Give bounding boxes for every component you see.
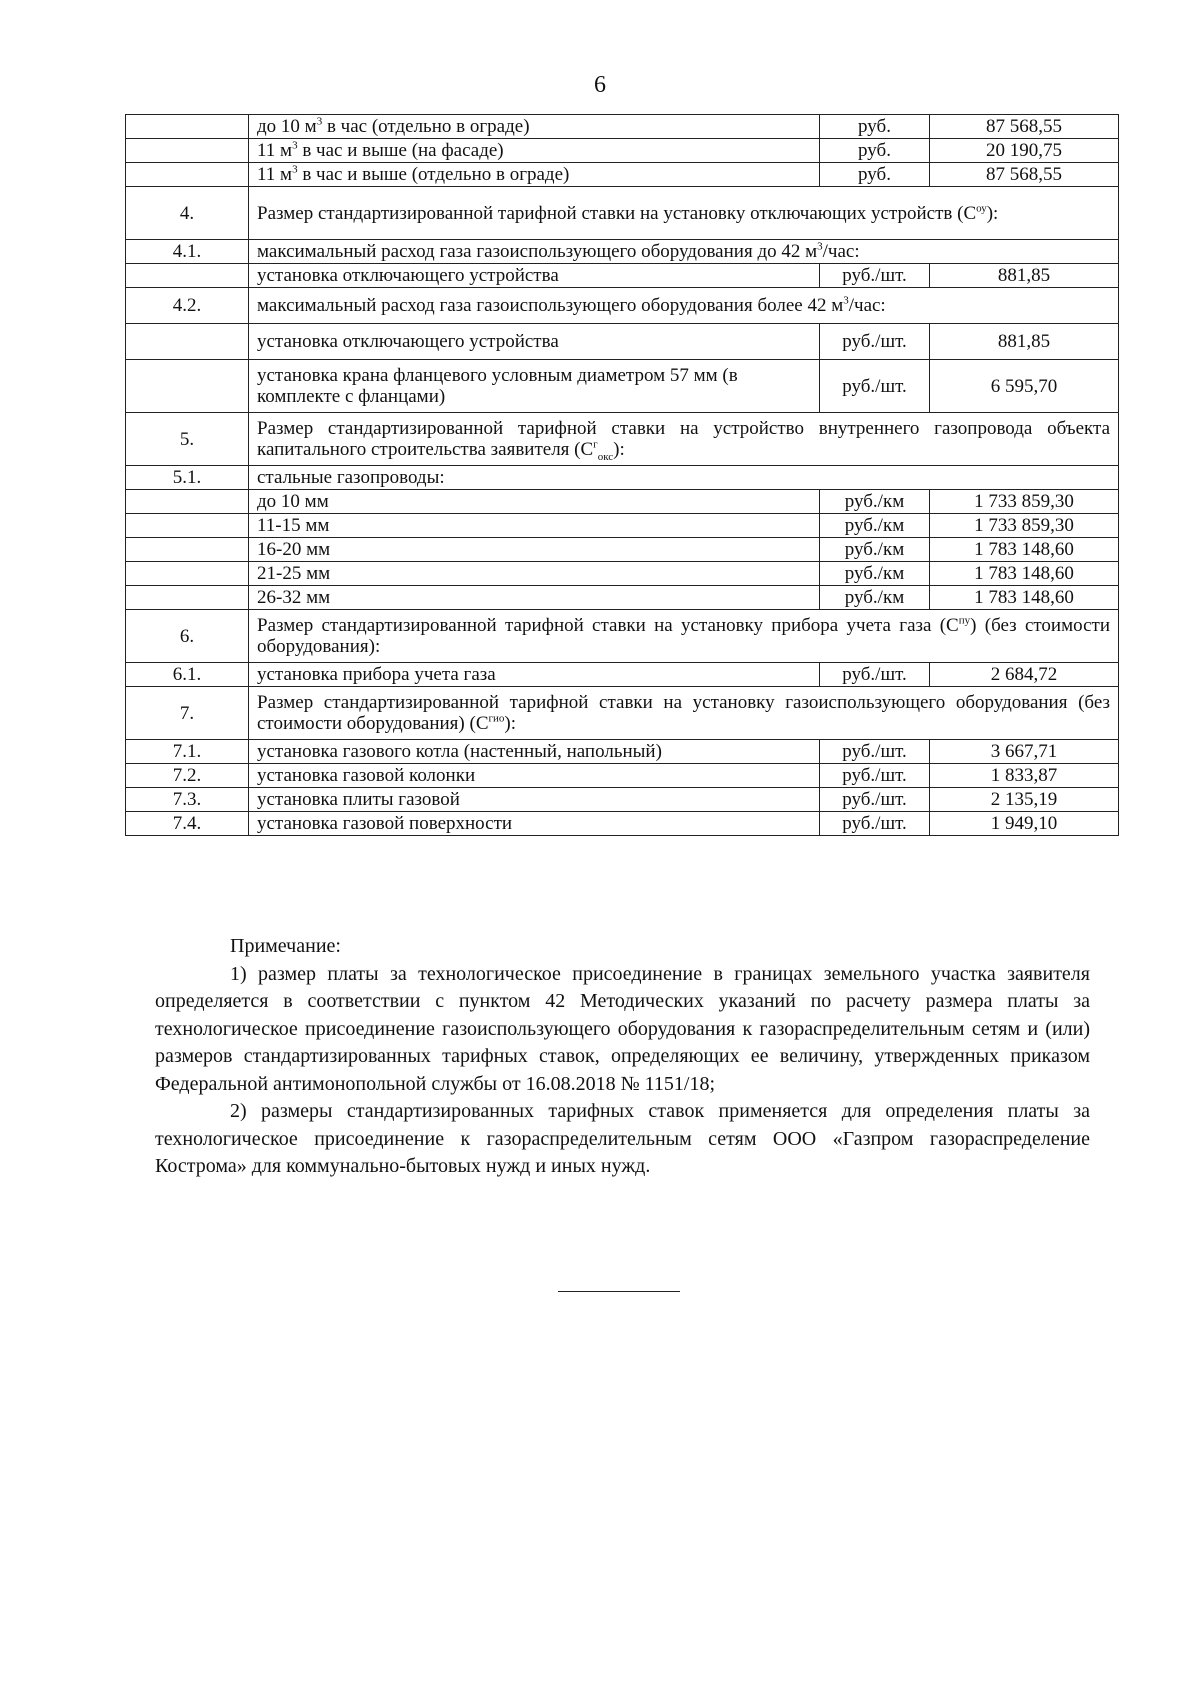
table-row — [126, 562, 1119, 586]
row-value: 881,85 — [930, 264, 1119, 288]
section-title: Размер стандартизированной тарифной ставки на установку газоиспользующего оборудования (без стоимости оборудования) $(С^{гио})$: — [249, 687, 1119, 740]
table-row — [126, 264, 1119, 288]
row-description: установка газового котла (настенный, напольный) — [249, 740, 820, 764]
section-title: максимальный расход газа газоиспользующего оборудования более 42 $м^3$/час: — [249, 288, 1119, 324]
row-description: установка плиты газовой — [249, 788, 820, 812]
section-number: 4.1. — [126, 240, 249, 264]
row-description: 21-25 мм — [249, 562, 820, 586]
section-title: Размер стандартизированной тарифной ставки на установку отключающих устройств $(С^{оу})$: — [249, 187, 1119, 240]
row-number — [126, 139, 249, 163]
row-number — [126, 115, 249, 139]
row-unit: руб./шт. — [820, 812, 930, 836]
closing-divider — [558, 1291, 680, 1292]
row-description: установка газовой поверхности — [249, 812, 820, 836]
section-number: 4. — [126, 187, 249, 240]
row-value: 1 783 148,60 — [930, 562, 1119, 586]
section-row-5 — [126, 413, 1119, 466]
row-number — [126, 490, 249, 514]
row-value: 1 949,10 — [930, 812, 1119, 836]
row-unit: руб. — [820, 139, 930, 163]
section-title: стальные газопроводы: — [249, 466, 1119, 490]
table-row — [126, 514, 1119, 538]
tariff-table — [125, 114, 1119, 836]
row-number: 6.1. — [126, 663, 249, 687]
note-section — [155, 933, 1090, 1181]
table-row — [126, 812, 1119, 836]
row-description: 16-20 мм — [249, 538, 820, 562]
section-row-7 — [126, 687, 1119, 740]
row-description: установка газовой колонки — [249, 764, 820, 788]
table-row — [126, 788, 1119, 812]
section-number: 6. — [126, 610, 249, 663]
row-value: 1 783 148,60 — [930, 538, 1119, 562]
row-unit: руб./шт. — [820, 740, 930, 764]
row-number — [126, 163, 249, 187]
subsection-row-4-2 — [126, 288, 1119, 324]
note-item-2: 2) размеры стандартизированных тарифных ставок применяется для определения платы за технологическое присоединение к газораспределительным сетям ООО «Газпром газораспределение Кострома» для коммунально-бытовых нужд и иных нужд. — [155, 1100, 1090, 1177]
row-unit: руб./км — [820, 514, 930, 538]
row-value: 1 733 859,30 — [930, 490, 1119, 514]
row-description: до 10 $м^3$ в час (отдельно в ограде) — [249, 115, 820, 139]
row-unit: руб./км — [820, 586, 930, 610]
row-unit: руб./км — [820, 562, 930, 586]
row-unit: руб./шт. — [820, 264, 930, 288]
row-unit: руб. — [820, 115, 930, 139]
row-value: 20 190,75 — [930, 139, 1119, 163]
table-row — [126, 163, 1119, 187]
row-number: 7.3. — [126, 788, 249, 812]
row-number — [126, 514, 249, 538]
row-value: 1 733 859,30 — [930, 514, 1119, 538]
section-title: Размер стандартизированной тарифной ставки на устройство внутреннего газопровода объекта капитального строительства заявителя $(С^г_{окс})$: — [249, 413, 1119, 466]
row-description: 11 $м^3$ в час и выше (отдельно в ограде) — [249, 163, 820, 187]
section-number: 4.2. — [126, 288, 249, 324]
section-row-6 — [126, 610, 1119, 663]
section-number: 5. — [126, 413, 249, 466]
row-value: 3 667,71 — [930, 740, 1119, 764]
subsection-row-5-1 — [126, 466, 1119, 490]
row-number — [126, 360, 249, 413]
row-number: 7.2. — [126, 764, 249, 788]
note-item-1: 1) размер платы за технологическое присоединение в границах земельного участка заявителя определяется в соответствии с пунктом 42 Методических указаний по расчету размера платы за технологическое присоединение газоиспользующего оборудования к газораспределительным сетям и (или) размеров стандартизированных тарифных ставок, определяющих ее величину, утвержденных приказом Федеральной антимонопольной службы от 16.08.2018 № 1151/18; — [155, 962, 1090, 1095]
row-description: 11 $м^3$ в час и выше (на фасаде) — [249, 139, 820, 163]
row-value: 881,85 — [930, 324, 1119, 360]
row-number — [126, 586, 249, 610]
page-number: 6 — [594, 72, 606, 98]
section-number: 7. — [126, 687, 249, 740]
row-unit: руб./шт. — [820, 788, 930, 812]
section-number: 5.1. — [126, 466, 249, 490]
row-value: 1 783 148,60 — [930, 586, 1119, 610]
row-value: 6 595,70 — [930, 360, 1119, 413]
subsection-row-4-1 — [126, 240, 1119, 264]
row-description: до 10 мм — [249, 490, 820, 514]
row-number: 7.4. — [126, 812, 249, 836]
row-unit: руб./шт. — [820, 764, 930, 788]
row-value: 87 568,55 — [930, 163, 1119, 187]
row-description: установка прибора учета газа — [249, 663, 820, 687]
row-unit: руб./шт. — [820, 324, 930, 360]
row-description: установка крана фланцевого условным диаметром 57 мм (в комплекте с фланцами) — [249, 360, 820, 413]
row-number: 7.1. — [126, 740, 249, 764]
row-value: 87 568,55 — [930, 115, 1119, 139]
table-row — [126, 324, 1119, 360]
table-row — [126, 115, 1119, 139]
table-row — [126, 663, 1119, 687]
row-value: 1 833,87 — [930, 764, 1119, 788]
table-row — [126, 360, 1119, 413]
row-unit: руб./км — [820, 538, 930, 562]
row-number — [126, 562, 249, 586]
row-description: установка отключающего устройства — [249, 324, 820, 360]
row-unit: руб./шт. — [820, 663, 930, 687]
section-title: Размер стандартизированной тарифной ставки на установку прибора учета газа $(С^{пу})$ (без стоимости оборудования): — [249, 610, 1119, 663]
row-unit: руб./шт. — [820, 360, 930, 413]
row-description: 26-32 мм — [249, 586, 820, 610]
table-row — [126, 764, 1119, 788]
table-row — [126, 538, 1119, 562]
row-number — [126, 324, 249, 360]
row-description: установка отключающего устройства — [249, 264, 820, 288]
table-row — [126, 586, 1119, 610]
row-value: 2 135,19 — [930, 788, 1119, 812]
section-row-4 — [126, 187, 1119, 240]
section-title: максимальный расход газа газоиспользующего оборудования до 42 $м^3$/час: — [249, 240, 1119, 264]
row-number — [126, 264, 249, 288]
row-description: 11-15 мм — [249, 514, 820, 538]
row-number — [126, 538, 249, 562]
row-unit: руб./км — [820, 490, 930, 514]
row-value: 2 684,72 — [930, 663, 1119, 687]
table-row — [126, 490, 1119, 514]
row-unit: руб. — [820, 163, 930, 187]
note-title: Примечание: — [230, 935, 341, 957]
table-row — [126, 139, 1119, 163]
table-row — [126, 740, 1119, 764]
